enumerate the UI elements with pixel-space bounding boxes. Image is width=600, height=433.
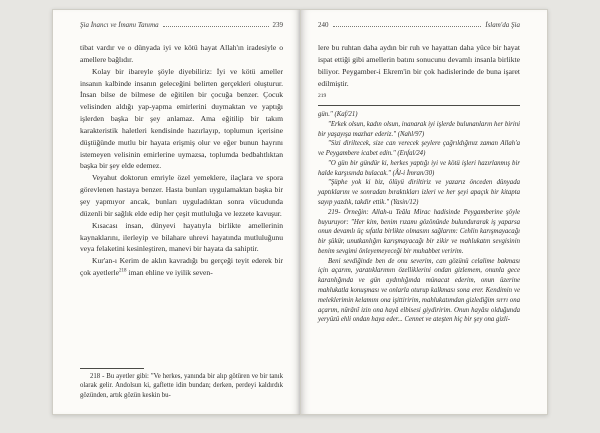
body-paragraph: Kısacası insan, dünyevi hayatıyla birlikte amellerinin kaynaklarını, ilerleyip ve bilahare uhrevi hayatında mutluluğunu veya felaketini kesinleştiren, manevi bir hayata da sahiptir. [80,220,283,254]
running-title-left: Şia İnancı ve İmamı Tanıma [80,21,159,29]
body-paragraph: Kolay bir ibareyle şöyle diyebiliriz: İyi ve kötü ameller insanın kalbinde insanın geleceğini belirten gerçekleri oluşturur. İnsan bilse de bilmese de eğitilen bir çocuğa benzer. Çocuk velisinden aldığı yap-yapma emirlerini duymaktan ve yaptığı işlerden başka bir şey anlamaz. Ama eğitilip bir takım karakteristik haletleri kendisinde hazırlayıp, toplumun içerisine düştüğünde mutlu bir hayata erişmiş olur ve eğer bunun hayrını istemeyen velisinin emirlerine uymazsa, toplumda bedbahtlıktan başka bir şey elde edemez. [80,66,283,171]
footnote-paragraph: 218 - Bu ayetler gibi: "Ve herkes, yanında bir alıp götüren ve bir tanık olarak gelir. Andolsun ki, gaflette idin bundan; derken, perdeyi kaldırdık gözünden, artık gözün keskin bu- [80,372,283,400]
right-page-header [318,21,520,29]
footnote-ref: 219 [318,93,327,100]
leader-dots-right [333,25,482,27]
footnote-ref: 218 [119,268,127,274]
right-footnotes [318,110,520,325]
footnote-paragraph: gün." (Kaf/21) [318,110,358,118]
footnote-paragraph: Beni sevdiğinde ben de onu severim, can gözünü celalime bakması için açarım, yaratıklarımın özelliklerini ondan gizlemem, onunla gece karanlığında ve gün aydınlığında münacat ederim, onun üzerine mahlukatla konuşması ve onlarla oturup kalkması sona erer. Kendimin ve meleklerimin kelamını ona işittiririm, mahlukatımdan gizlediğim sırrı ona açarım, nûrânî izin ona hayâ elbisesi giydiririm. Onun hayâsı olduğunda yeryüzü ehli ondan haya eder... Cennet ve ateşten hiç bir şey ona gizli- [318,257,520,324]
footnote-separator-full [318,105,520,106]
page-number-left: 239 [272,21,283,29]
body-paragraph: lere bu ruhtan daha aydın bir ruh ve hayattan daha yüce bir hayat ispat ettiği gibi amellerin batını sonucunu devamlı insanla birlikte biliyor. Peygamber-i Ekrem'in bir çok hadislerinde de buna işaret edilmiştir. [318,43,520,88]
page-number-right: 240 [318,21,329,29]
left-footnote-block [80,364,283,401]
paragraph-text: iman ehline ve iyilik seven- [126,268,213,278]
paragraph-text: Kur'an-ı Kerim de aklın kavradığı bu gerçeği teyit ederek bir çok ayetlerle [80,256,283,278]
footnote-paragraph: 219- Örneğin: Allah-u Teâla Mirac hadisinde Peygamberine şöyle buyuruyor: "Her kim, benim rızamı gözönünde bulundurarak iş yaparsa onun devamlı üç sıfatla birlikte olmasını sağlarım: Cehlin karışmayacağı bir şükür, unutkanlığın karışmayacağı bir zikir ve mahlukatın sevgisinin benim sevgimi önleyemeyeceği bir muhabbet veririm. [318,208,520,255]
footnote-paragraph: "Erkek olsun, kadın olsun, inanarak iyi işlerde bulunanların her birini bir yaşayışa mazhar ederiz." (Nahl/97) [318,120,520,138]
book-spread [52,9,548,415]
body-paragraph: Veyahut doktorun emriyle özel yemeklere, ilaçlara ve spora görevlenen hastaya benzer. Hasta bunları uygulamaktan başka bir şey yapmıyor ancak, bunları uyguladıktan sonra vücudunda düzenli bir sağlık elde edip her çeşit mutluluğa ve lezzete kavuşur. [80,173,283,218]
body-paragraph [80,255,283,279]
footnote-paragraph: "O gün bir gündür ki, herkes yaptığı iyi ve kötü işleri hazırlanmış bir halde karşısında bulacak." (Âl-i İmran/30) [318,159,520,177]
left-page [52,9,300,415]
body-paragraph: tibat vardır ve o dünyada iyi ve kötü hayat Allah'ın iradesiyle o amellere bağlıdır. [80,43,283,64]
footnote-paragraph: "Şüphe yok ki biz, ölüyü diriltiriz ve yazarız önceden dünyada yaptıklarını ve sonradan bıraktıkları izleri ve her şeyi apaçık bir kitapta sayıp yazdık, takdir ettik." (Yasin/12) [318,179,520,206]
left-body-text [80,42,283,279]
left-page-header [80,21,283,29]
leader-dots-left [163,25,269,27]
footnote-paragraph: "Sizi diriltecek, size can verecek şeylere çağrıldığınız zaman Allah'a ve Peygambere icabet edin." (Enfal/24) [318,140,520,158]
right-body-text [318,42,520,101]
running-title-right: İslam'da Şia [485,21,520,29]
right-page [300,9,548,415]
footnote-separator [80,368,144,369]
